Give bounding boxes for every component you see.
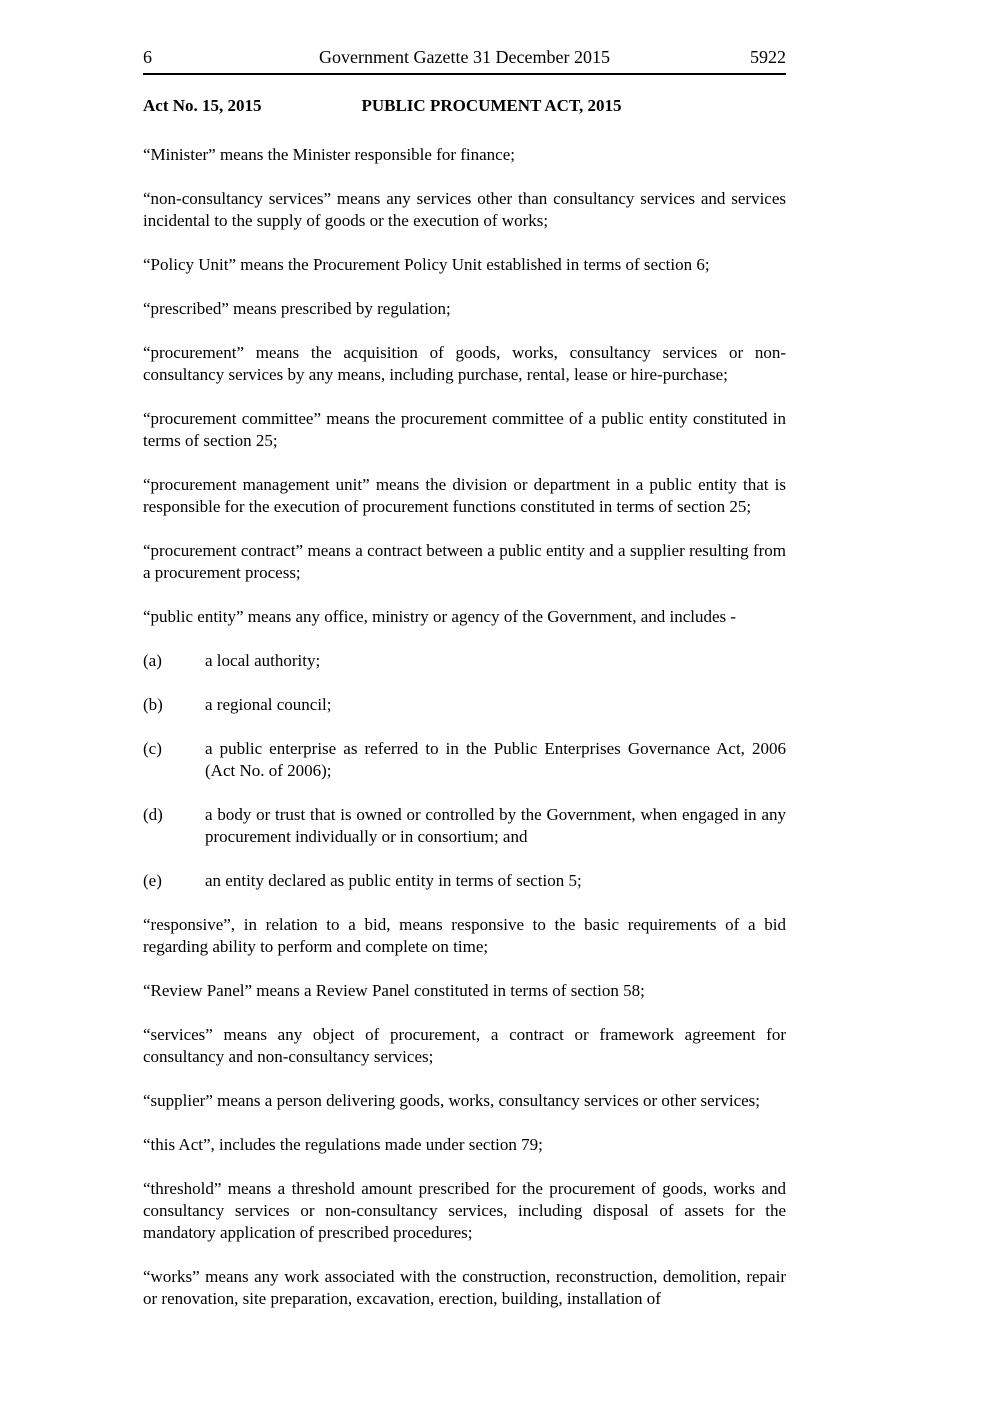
definition-paragraph: “Policy Unit” means the Procurement Policy Unit established in terms of section 6; bbox=[143, 255, 710, 274]
act-number: Act No. 15, 2015 bbox=[143, 96, 262, 115]
list-item-text: a body or trust that is owned or controlled by the Government, when engaged in any procurement individually or in consortium; and bbox=[205, 805, 786, 846]
list-item-text: an entity declared as public entity in terms of section 5; bbox=[205, 871, 582, 890]
definition-list-item bbox=[143, 694, 786, 716]
definition-paragraph: “procurement contract” means a contract between a public entity and a supplier resulting from a procurement process; bbox=[143, 541, 786, 582]
list-item-marker: (a) bbox=[143, 651, 162, 670]
definition-paragraph: “works” means any work associated with the construction, reconstruction, demolition, repair or renovation, site preparation, excavation, erection, building, installation of bbox=[143, 1267, 786, 1308]
list-item-text: a public enterprise as referred to in the Public Enterprises Governance Act, 2006 (Act No. of 2006); bbox=[205, 739, 786, 780]
definition-paragraph: “prescribed” means prescribed by regulation; bbox=[143, 299, 451, 318]
definition-paragraph: “threshold” means a threshold amount prescribed for the procurement of goods, works and consultancy services or non-consultancy services, including disposal of assets for the mandatory application of prescribed procedures; bbox=[143, 1179, 786, 1242]
definition-list-item bbox=[143, 804, 786, 848]
list-item-marker: (e) bbox=[143, 871, 162, 890]
list-item-marker: (d) bbox=[143, 805, 163, 824]
definition-list-item bbox=[143, 650, 786, 672]
definition-paragraph: “procurement committee” means the procurement committee of a public entity constituted in terms of section 25; bbox=[143, 409, 786, 450]
list-item-text: a local authority; bbox=[205, 651, 321, 670]
header-divider bbox=[143, 73, 786, 75]
definition-paragraph: “procurement management unit” means the division or department in a public entity that is responsible for the execution of procurement functions constituted in terms of section 25; bbox=[143, 475, 786, 516]
definition-paragraph: “services” means any object of procurement, a contract or framework agreement for consultancy and non-consultancy services; bbox=[143, 1025, 786, 1066]
definition-paragraph: “non-consultancy services” means any services other than consultancy services and services incidental to the supply of goods or the execution of works; bbox=[143, 189, 786, 230]
list-item-marker: (b) bbox=[143, 695, 163, 714]
definition-paragraph: “Review Panel” means a Review Panel constituted in terms of section 58; bbox=[143, 981, 645, 1000]
definition-paragraph: “supplier” means a person delivering goods, works, consultancy services or other services; bbox=[143, 1091, 761, 1110]
definition-paragraph: “responsive”, in relation to a bid, means responsive to the basic requirements of a bid regarding ability to perform and complete on time; bbox=[143, 915, 786, 956]
act-title: PUBLIC PROCUMENT ACT, 2015 bbox=[361, 96, 622, 115]
definition-paragraph: “procurement” means the acquisition of goods, works, consultancy services or non-consultancy services by any means, including purchase, rental, lease or hire-purchase; bbox=[143, 343, 786, 384]
content-column bbox=[143, 46, 786, 1310]
definition-list-item bbox=[143, 738, 786, 782]
definition-paragraph: “Minister” means the Minister responsible for finance; bbox=[143, 145, 515, 164]
definition-list-item bbox=[143, 870, 786, 892]
page-header bbox=[143, 46, 786, 68]
gazette-number: 5922 bbox=[750, 47, 786, 67]
definitions-body bbox=[143, 144, 786, 1310]
definition-paragraph: “this Act”, includes the regulations made under section 79; bbox=[143, 1135, 543, 1154]
gazette-title: Government Gazette 31 December 2015 bbox=[319, 47, 610, 67]
act-header bbox=[143, 95, 786, 117]
list-item-text: a regional council; bbox=[205, 695, 332, 714]
page-number: 6 bbox=[143, 47, 152, 67]
list-item-marker: (c) bbox=[143, 739, 162, 758]
definition-paragraph: “public entity” means any office, ministry or agency of the Government, and includes - bbox=[143, 607, 737, 626]
